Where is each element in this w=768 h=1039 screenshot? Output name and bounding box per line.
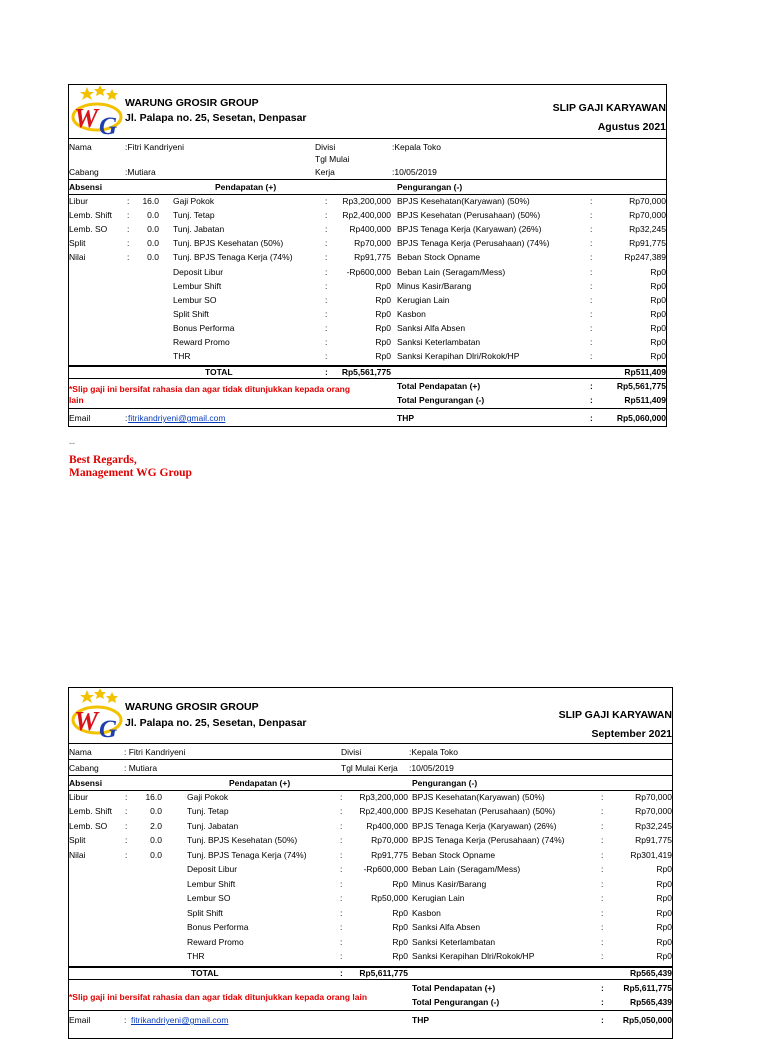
- pengurangan-label: Kerugian Lain: [397, 294, 450, 305]
- total-label: TOTAL: [205, 367, 233, 377]
- wg-logo-icon: [71, 689, 123, 745]
- pendapatan-value: Rp3,200,000: [342, 196, 391, 206]
- absensi-value: 16.0: [142, 196, 159, 206]
- label-email: Email: [69, 413, 91, 423]
- pendapatan-value: Rp91,775: [354, 252, 391, 263]
- pengurangan-colon: :: [590, 322, 593, 333]
- pendapatan-value: Rp70,000: [371, 835, 408, 846]
- slip-period: September 2021: [591, 728, 672, 740]
- wg-logo-icon: [71, 86, 123, 142]
- pendapatan-label: Split Shift: [187, 907, 223, 918]
- confidential-note-2: *Slip gaji ini bersifat rahasia dan agar tidak ditunjukkan kepada orang lain: [69, 992, 368, 1002]
- pengurangan-label: BPJS Kesehatan (Perusahaan) (50%): [412, 806, 556, 817]
- label-pengurangan: Pengurangan (-): [412, 778, 478, 788]
- table-row: [69, 350, 666, 364]
- employee-start-date: :10/05/2019: [409, 763, 454, 773]
- company-name: WARUNG GROSIR GROUP: [125, 97, 259, 109]
- pengurangan-colon: :: [601, 806, 604, 817]
- absensi-value: 0.0: [150, 835, 162, 846]
- regards-line-2: Management WG Group: [69, 467, 192, 479]
- pendapatan-label: Deposit Libur: [173, 266, 224, 277]
- table-row: [69, 209, 666, 223]
- confidential-note-1b: lain: [69, 395, 84, 405]
- employee-name: :Fitri Kandriyeni: [125, 142, 185, 152]
- label-absensi: Absensi: [69, 182, 103, 192]
- absensi-label: Lemb. Shift: [69, 806, 112, 817]
- absensi-value: 2.0: [150, 820, 162, 831]
- absensi-value: 0.0: [147, 238, 159, 249]
- pendapatan-colon: :: [325, 238, 328, 249]
- pengurangan-value: Rp70,000: [635, 792, 672, 802]
- total-pendapatan-row: Rp5,561,775: [341, 367, 391, 377]
- pengurangan-label: Beban Stock Opname: [412, 849, 496, 860]
- company-name: WARUNG GROSIR GROUP: [125, 701, 259, 713]
- absensi-colon: :: [125, 792, 128, 802]
- label-kerja: Kerja: [315, 167, 335, 177]
- pendapatan-colon: :: [340, 950, 343, 961]
- absensi-label: Lemb. SO: [69, 820, 108, 831]
- pendapatan-value: Rp0: [375, 308, 391, 319]
- slip-title: SLIP GAJI KARYAWAN: [552, 102, 666, 114]
- pengurangan-colon: :: [590, 280, 593, 291]
- total-pengurangan-row: Rp565,439: [629, 968, 672, 978]
- pendapatan-colon: :: [325, 294, 328, 305]
- pengurangan-value: Rp301,419: [630, 849, 672, 860]
- employee-branch: :Mutiara: [125, 167, 156, 177]
- pengurangan-label: Sanksi Keterlambatan: [397, 337, 481, 347]
- absensi-label: Nilai: [69, 252, 86, 263]
- pendapatan-label: Tunj. Jabatan: [173, 224, 225, 235]
- pendapatan-value: Rp400,000: [366, 820, 408, 831]
- pengurangan-value: Rp0: [656, 878, 672, 889]
- pendapatan-value: Rp0: [375, 337, 391, 347]
- pengurangan-label: BPJS Kesehatan(Karyawan) (50%): [397, 196, 530, 206]
- pengurangan-value: Rp0: [656, 893, 672, 904]
- pendapatan-colon: :: [325, 224, 328, 235]
- total-pengurangan-value: Rp511,409: [624, 395, 666, 405]
- pendapatan-value: Rp0: [392, 936, 408, 947]
- pengurangan-label: Kasbon: [397, 308, 426, 319]
- pengurangan-value: Rp0: [656, 922, 672, 933]
- absensi-value: 0.0: [150, 806, 162, 817]
- pengurangan-colon: :: [590, 224, 593, 235]
- table-row: [69, 921, 672, 935]
- pendapatan-colon: :: [325, 210, 328, 221]
- pendapatan-value: Rp0: [392, 950, 408, 961]
- pendapatan-value: Rp0: [375, 280, 391, 291]
- pengurangan-label: Sanksi Kerapihan Dlri/Rokok/HP: [397, 351, 520, 362]
- absensi-colon: :: [125, 806, 128, 817]
- label-cabang: Cabang: [69, 763, 99, 773]
- pengurangan-colon: :: [590, 210, 593, 221]
- pendapatan-colon: :: [325, 196, 328, 206]
- pendapatan-label: Tunj. BPJS Kesehatan (50%): [187, 835, 298, 846]
- pengurangan-colon: :: [590, 196, 593, 206]
- pendapatan-label: Lembur SO: [187, 893, 231, 904]
- pengurangan-colon: :: [601, 849, 604, 860]
- pendapatan-colon: :: [325, 280, 328, 291]
- label-tgl-mulai: Tgl Mulai: [315, 154, 350, 164]
- pendapatan-colon: :: [340, 936, 343, 947]
- total-pengurangan-label: Total Pengurangan (-): [412, 997, 500, 1007]
- pendapatan-colon: :: [325, 351, 328, 362]
- pendapatan-value: Rp0: [392, 907, 408, 918]
- pengurangan-colon: :: [590, 252, 593, 263]
- pengurangan-colon: :: [590, 294, 593, 305]
- pengurangan-value: Rp32,245: [635, 820, 672, 831]
- thp-value: Rp5,060,000: [616, 413, 666, 423]
- absensi-label: Libur: [69, 196, 88, 206]
- pengurangan-label: BPJS Tenaga Kerja (Karyawan) (26%): [412, 820, 557, 831]
- total-pengurangan-colon: :: [601, 997, 604, 1007]
- pendapatan-value: Rp0: [375, 294, 391, 305]
- absensi-value: 0.0: [147, 224, 159, 235]
- label-pendapatan: Pendapatan (+): [215, 182, 277, 192]
- label-tgl-mulai-kerja: Tgl Mulai Kerja: [341, 763, 398, 773]
- pendapatan-value: Rp0: [375, 322, 391, 333]
- pendapatan-label: Tunj. Tetap: [173, 210, 215, 221]
- email-prefix: :: [125, 413, 128, 423]
- pengurangan-colon: :: [590, 351, 593, 362]
- pengurangan-label: BPJS Kesehatan (Perusahaan) (50%): [397, 210, 541, 221]
- pendapatan-label: Lembur Shift: [173, 280, 222, 291]
- email-link[interactable]: fitrikandriyeni@gmail.com: [128, 413, 226, 423]
- thp-colon: :: [601, 1015, 604, 1025]
- table-row: [69, 820, 672, 834]
- thp-value: Rp5,050,000: [622, 1015, 672, 1025]
- pengurangan-label: Sanksi Kerapihan Dlri/Rokok/HP: [412, 950, 535, 961]
- table-row: [69, 294, 666, 308]
- table-row: [69, 892, 672, 906]
- label-divisi: Divisi: [315, 142, 336, 152]
- pendapatan-label: Tunj. Tetap: [187, 806, 229, 817]
- table-row: [69, 950, 672, 964]
- absensi-colon: :: [127, 224, 130, 235]
- pendapatan-colon: :: [340, 806, 343, 817]
- salary-slip-august: [68, 84, 667, 427]
- absensi-label: Nilai: [69, 849, 86, 860]
- pengurangan-label: BPJS Tenaga Kerja (Perusahaan) (74%): [412, 835, 565, 846]
- pengurangan-value: Rp0: [656, 950, 672, 961]
- pengurangan-value: Rp91,775: [635, 835, 672, 846]
- pengurangan-colon: :: [601, 922, 604, 933]
- label-nama: Nama: [69, 747, 92, 757]
- pendapatan-label: THR: [187, 950, 205, 961]
- confidential-note-1: *Slip gaji ini bersifat rahasia dan agar tidak ditunjukkan kepada orang: [69, 384, 351, 394]
- pengurangan-label: Kerugian Lain: [412, 893, 465, 904]
- pendapatan-colon: :: [340, 907, 343, 918]
- pengurangan-value: Rp0: [650, 337, 666, 347]
- absensi-colon: :: [125, 835, 128, 846]
- pengurangan-colon: :: [590, 238, 593, 249]
- pengurangan-label: Minus Kasir/Barang: [412, 878, 487, 889]
- total-pendapatan-label: Total Pendapatan (+): [397, 381, 481, 391]
- employee-name: : Fitri Kandriyeni: [124, 747, 186, 757]
- pendapatan-colon: :: [340, 835, 343, 846]
- slip-period: Agustus 2021: [597, 121, 666, 133]
- total-pengurangan-colon: :: [590, 395, 593, 405]
- total-colon: :: [340, 968, 343, 978]
- pendapatan-colon: :: [325, 337, 328, 347]
- pendapatan-colon: :: [325, 322, 328, 333]
- pengurangan-label: Sanksi Alfa Absen: [397, 322, 466, 333]
- label-cabang: Cabang: [69, 167, 99, 177]
- pengurangan-value: Rp70,000: [629, 196, 666, 206]
- pengurangan-colon: :: [590, 308, 593, 319]
- absensi-colon: :: [127, 210, 130, 221]
- table-row: [69, 280, 666, 294]
- company-address: Jl. Palapa no. 25, Sesetan, Denpasar: [125, 112, 307, 124]
- pendapatan-value: Rp0: [392, 878, 408, 889]
- pengurangan-colon: :: [601, 878, 604, 889]
- pengurangan-value: Rp0: [650, 308, 666, 319]
- pendapatan-colon: :: [340, 922, 343, 933]
- absensi-colon: :: [125, 820, 128, 831]
- absensi-value: 0.0: [147, 252, 159, 263]
- pendapatan-value: Rp70,000: [354, 238, 391, 249]
- table-row: [69, 878, 672, 892]
- pengurangan-value: Rp70,000: [635, 806, 672, 817]
- pengurangan-label: Sanksi Alfa Absen: [412, 922, 481, 933]
- absensi-label: Split: [69, 835, 86, 846]
- pendapatan-label: Bonus Performa: [187, 922, 249, 933]
- employee-start-date: :10/05/2019: [392, 167, 437, 177]
- absensi-colon: :: [125, 849, 128, 860]
- table-row: [69, 237, 666, 251]
- employee-division: :Kepala Toko: [392, 142, 441, 152]
- pengurangan-label: Beban Lain (Seragam/Mess): [397, 266, 506, 277]
- pengurangan-value: Rp247,389: [624, 252, 666, 263]
- pendapatan-colon: :: [325, 308, 328, 319]
- total-pendapatan-row: Rp5,611,775: [359, 968, 408, 978]
- total-pengurangan-label: Total Pengurangan (-): [397, 395, 485, 405]
- total-pengurangan-row: Rp511,409: [624, 367, 666, 377]
- pendapatan-label: Deposit Libur: [187, 864, 238, 875]
- pendapatan-label: Tunj. Jabatan: [187, 820, 239, 831]
- table-row: [69, 834, 672, 848]
- pengurangan-label: Beban Lain (Seragam/Mess): [412, 864, 521, 875]
- table-row: [69, 849, 672, 863]
- pengurangan-label: Minus Kasir/Barang: [397, 280, 472, 291]
- absensi-colon: :: [127, 196, 130, 206]
- total-pendapatan-value: Rp5,561,775: [616, 381, 666, 391]
- pendapatan-label: Tunj. BPJS Tenaga Kerja (74%): [173, 252, 293, 263]
- pendapatan-value: Rp2,400,000: [359, 806, 408, 817]
- label-nama: Nama: [69, 142, 92, 152]
- pendapatan-label: Tunj. BPJS Tenaga Kerja (74%): [187, 849, 307, 860]
- pengurangan-label: BPJS Tenaga Kerja (Perusahaan) (74%): [397, 238, 550, 249]
- thp-label: THP: [412, 1015, 429, 1025]
- label-pengurangan: Pengurangan (-): [397, 182, 463, 192]
- pengurangan-colon: :: [601, 820, 604, 831]
- pengurangan-colon: :: [601, 907, 604, 918]
- company-address: Jl. Palapa no. 25, Sesetan, Denpasar: [125, 717, 307, 729]
- slip-rows: [69, 195, 666, 365]
- table-row: [69, 251, 666, 265]
- pendapatan-label: THR: [173, 351, 191, 362]
- pendapatan-colon: :: [325, 266, 328, 277]
- absensi-colon: :: [127, 238, 130, 249]
- svg-text:W: W: [74, 706, 99, 736]
- pendapatan-value: Rp0: [392, 922, 408, 933]
- table-row: [69, 266, 666, 280]
- table-row: [69, 805, 672, 819]
- pendapatan-label: Gaji Pokok: [173, 196, 215, 206]
- employee-branch: : Mutiara: [124, 763, 158, 773]
- total-label: TOTAL: [191, 968, 219, 978]
- pengurangan-value: Rp32,245: [629, 224, 666, 235]
- table-row: [69, 308, 666, 322]
- pendapatan-colon: :: [340, 820, 343, 831]
- pengurangan-label: BPJS Tenaga Kerja (Karyawan) (26%): [397, 224, 542, 235]
- pendapatan-label: Tunj. BPJS Kesehatan (50%): [173, 238, 284, 249]
- pengurangan-label: Kasbon: [412, 907, 441, 918]
- pengurangan-value: Rp0: [656, 864, 672, 875]
- total-pendapatan-label: Total Pendapatan (+): [412, 983, 496, 993]
- total-pendapatan-value: Rp5,611,775: [623, 983, 672, 993]
- slip-rows: [69, 791, 672, 965]
- table-row: [69, 936, 672, 950]
- salary-slip-september: [68, 687, 673, 1039]
- pengurangan-value: Rp0: [656, 907, 672, 918]
- thp-colon: :: [590, 413, 593, 423]
- pendapatan-value: Rp91,775: [371, 849, 408, 860]
- pendapatan-label: Lembur Shift: [187, 878, 236, 889]
- pendapatan-colon: :: [340, 878, 343, 889]
- pendapatan-colon: :: [340, 893, 343, 904]
- pendapatan-value: Rp400,000: [349, 224, 391, 235]
- pengurangan-colon: :: [601, 893, 604, 904]
- pengurangan-value: Rp0: [650, 351, 666, 362]
- svg-text:G: G: [99, 716, 118, 743]
- pengurangan-label: BPJS Kesehatan(Karyawan) (50%): [412, 792, 545, 802]
- pendapatan-label: Reward Promo: [187, 936, 244, 947]
- separator-dashes: --: [69, 438, 75, 448]
- pengurangan-colon: :: [601, 864, 604, 875]
- pengurangan-label: Sanksi Keterlambatan: [412, 936, 496, 947]
- slip-title: SLIP GAJI KARYAWAN: [558, 709, 672, 721]
- pendapatan-value: -Rp600,000: [363, 864, 408, 875]
- pengurangan-value: Rp0: [650, 322, 666, 333]
- table-row: [69, 195, 666, 209]
- pengurangan-value: Rp0: [650, 294, 666, 305]
- total-pengurangan-value: Rp565,439: [629, 997, 672, 1007]
- pendapatan-value: Rp50,000: [371, 893, 408, 904]
- svg-text:W: W: [74, 103, 99, 133]
- absensi-value: 0.0: [147, 210, 159, 221]
- pendapatan-label: Split Shift: [173, 308, 209, 319]
- pendapatan-value: Rp2,400,000: [342, 210, 391, 221]
- pendapatan-colon: :: [325, 252, 328, 263]
- regards-line-1: Best Regards,: [69, 454, 137, 466]
- pendapatan-label: Lembur SO: [173, 294, 217, 305]
- email-link[interactable]: fitrikandriyeni@gmail.com: [131, 1015, 229, 1025]
- absensi-label: Libur: [69, 792, 88, 802]
- employee-division: :Kepala Toko: [409, 747, 458, 757]
- pengurangan-value: Rp0: [650, 266, 666, 277]
- absensi-label: Lemb. SO: [69, 224, 108, 235]
- label-email: Email: [69, 1015, 91, 1025]
- absensi-label: Lemb. Shift: [69, 210, 112, 221]
- pendapatan-colon: :: [340, 792, 343, 802]
- absensi-value: 0.0: [150, 849, 162, 860]
- pengurangan-value: Rp0: [650, 280, 666, 291]
- thp-label: THP: [397, 413, 414, 423]
- pengurangan-colon: :: [601, 936, 604, 947]
- pendapatan-value: Rp3,200,000: [359, 792, 408, 802]
- pengurangan-colon: :: [590, 266, 593, 277]
- pendapatan-label: Reward Promo: [173, 337, 230, 347]
- label-pendapatan: Pendapatan (+): [229, 778, 291, 788]
- pengurangan-value: Rp91,775: [629, 238, 666, 249]
- pengurangan-colon: :: [601, 792, 604, 802]
- total-colon: :: [325, 367, 328, 377]
- pendapatan-label: Gaji Pokok: [187, 792, 229, 802]
- pendapatan-colon: :: [340, 864, 343, 875]
- total-pendapatan-colon: :: [601, 983, 604, 993]
- label-absensi: Absensi: [69, 778, 103, 788]
- label-divisi: Divisi: [341, 747, 362, 757]
- table-row: [69, 863, 672, 877]
- table-row: [69, 907, 672, 921]
- table-row: [69, 791, 672, 805]
- pengurangan-value: Rp70,000: [629, 210, 666, 221]
- svg-text:G: G: [99, 113, 118, 140]
- absensi-label: Split: [69, 238, 86, 249]
- pendapatan-label: Bonus Performa: [173, 322, 235, 333]
- pendapatan-value: -Rp600,000: [346, 266, 391, 277]
- absensi-value: 16.0: [145, 792, 162, 802]
- pengurangan-colon: :: [590, 337, 593, 347]
- pengurangan-colon: :: [601, 835, 604, 846]
- pengurangan-label: Beban Stock Opname: [397, 252, 481, 263]
- email-prefix: :: [124, 1015, 127, 1025]
- absensi-colon: :: [127, 252, 130, 263]
- total-pendapatan-colon: :: [590, 381, 593, 391]
- pendapatan-colon: :: [340, 849, 343, 860]
- pendapatan-value: Rp0: [375, 351, 391, 362]
- pengurangan-value: Rp0: [656, 936, 672, 947]
- table-row: [69, 223, 666, 237]
- table-row: [69, 322, 666, 336]
- table-row: [69, 336, 666, 350]
- pengurangan-colon: :: [601, 950, 604, 961]
